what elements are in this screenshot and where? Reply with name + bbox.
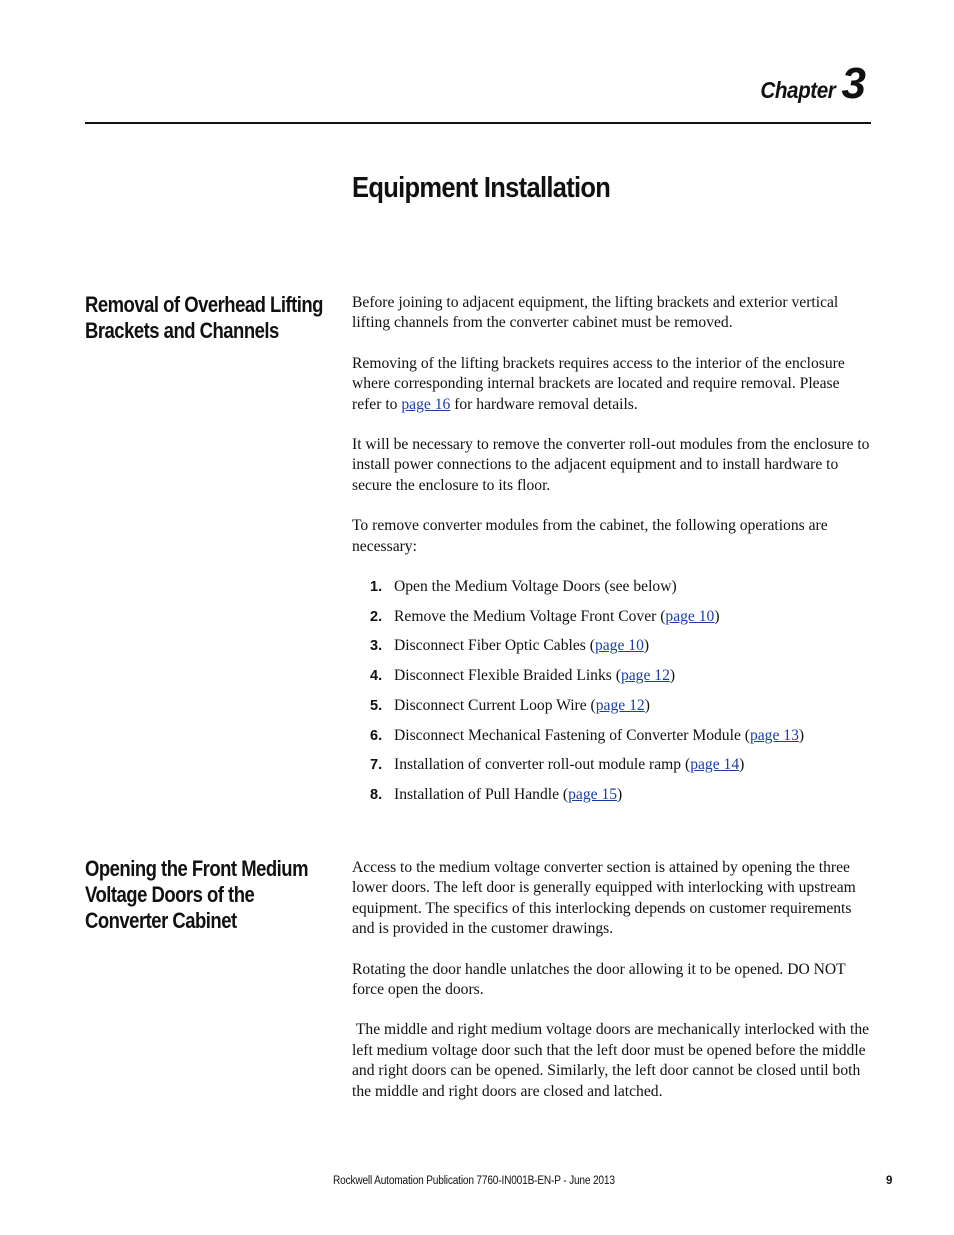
step-text: Disconnect Current Loop Wire ( [394, 696, 596, 714]
page-link[interactable]: page 12 [595, 696, 645, 714]
section-heading-medium-voltage-doors: Opening the Front Medium Voltage Doors of the Converter Cabinet [85, 856, 308, 933]
chapter-heading [752, 59, 866, 108]
paragraph: Rotating the door handle unlatches the door allowing it to be opened. DO NOT force open the doors. [352, 960, 846, 999]
paragraph [352, 354, 872, 415]
section-body-lifting-brackets [352, 293, 872, 815]
step-number: 6. [370, 727, 383, 744]
step-number: 4. [370, 668, 383, 685]
page-link[interactable]: page 10 [665, 607, 715, 625]
paragraph: It will be necessary to remove the converter roll-out modules from the enclosure to install power connections to the adjacent equipment and to install hardware to secure the enclosure to its floor. [352, 436, 870, 494]
page-link[interactable]: page 13 [749, 726, 799, 744]
step-text: Open the Medium Voltage Doors (see below) [394, 578, 677, 596]
step-text: Disconnect Mechanical Fastening of Converter Module ( [394, 726, 750, 744]
chapter-number: 3 [841, 59, 866, 108]
page-link[interactable]: page 15 [568, 785, 618, 803]
section-heading-lifting-brackets: Removal of Overhead Lifting Brackets and Channels [85, 292, 323, 343]
step-text: Installation of converter roll-out module ramp ( [394, 756, 691, 774]
page-link[interactable]: page 12 [620, 667, 670, 685]
section-body-medium-voltage-doors [352, 858, 872, 1122]
page-title: Equipment Installation [352, 172, 611, 204]
list-item: 3. Disconnect Fiber Optic Cables (page 10) [352, 636, 872, 666]
list-item: 7. Installation of converter roll-out module ramp (page 14) [352, 755, 872, 785]
page-number: 9 [886, 1175, 893, 1187]
step-text: Remove the Medium Voltage Front Cover ( [394, 607, 666, 625]
paragraph: Access to the medium voltage converter section is attained by opening the three lower doors. The left door is generally equipped with interlocking with upstream equipment. The specifics of this interlocking depends on customer requirements and is provided in the customer drawings. [352, 859, 856, 938]
paragraph-text: for hardware removal details. [450, 395, 638, 413]
list-item: 4. Disconnect Flexible Braided Links (page 12) [352, 666, 872, 696]
step-number: 5. [370, 697, 383, 714]
step-text: Installation of Pull Handle ( [394, 785, 569, 803]
list-item [352, 577, 872, 607]
step-number: 8. [370, 786, 383, 803]
chapter-label: Chapter [760, 77, 836, 103]
page-link[interactable]: page 14 [690, 756, 740, 774]
paragraph: The middle and right medium voltage doors are mechanically interlocked with the left medium voltage door such that the left door must be opened before the middle and right doors can be opened. Similarly, the left door cannot be closed until both the middle and right doors are closed and latched. [352, 1021, 873, 1100]
page-link[interactable]: page 10 [594, 637, 644, 655]
list-item: 2. Remove the Medium Voltage Front Cover (page 10) [352, 607, 872, 637]
page-link[interactable]: page 16 [401, 395, 451, 413]
step-number: 1. [370, 579, 383, 596]
step-text: Disconnect Fiber Optic Cables ( [394, 637, 595, 655]
paragraph: To remove converter modules from the cabinet, the following operations are necessary: [352, 517, 828, 555]
steps-list [352, 577, 872, 815]
step-number: 3. [370, 638, 383, 655]
publication-info: Rockwell Automation Publication 7760-IN001B-EN-P - June 2013 [333, 1175, 615, 1187]
paragraph: Before joining to adjacent equipment, the lifting brackets and exterior vertical lifting channels from the converter cabinet must be removed. [352, 294, 839, 332]
chapter-rule [85, 122, 871, 124]
list-item: 6. Disconnect Mechanical Fastening of Converter Module (page 13) [352, 726, 872, 756]
list-item: 5. Disconnect Current Loop Wire (page 12) [352, 696, 872, 726]
paragraph-text: Removing of the lifting brackets requires access to the interior of the enclosure where corresponding internal brackets are located and require removal. Please refer to [352, 354, 845, 413]
step-number: 7. [370, 757, 383, 774]
step-text: Disconnect Flexible Braided Links ( [394, 667, 621, 685]
list-item: 8. Installation of Pull Handle (page 15) [352, 785, 872, 815]
step-number: 2. [370, 608, 383, 625]
